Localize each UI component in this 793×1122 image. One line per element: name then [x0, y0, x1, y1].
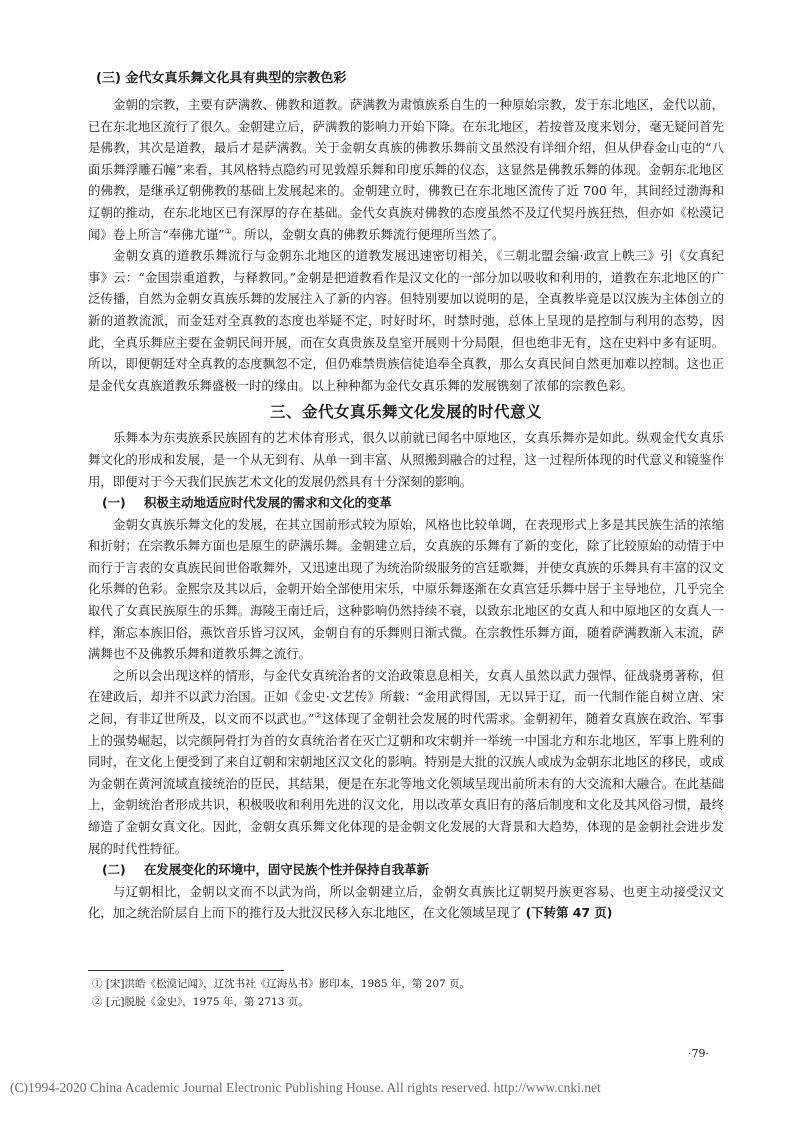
paragraph-text: 金朝的宗教，主要有萨满教、佛教和道教。萨满教为肃慎族系自生的一种原始宗教，发于东北地区，金代以前，已在东北地区流行了很久。金朝建立后，萨满教的影响力开始下降。在东北地区，若按普及度来划分，毫无疑问首先是佛教，其次是道教，最后才是萨满教。关于金朝女真族的佛教乐舞前文虽然没有详细介绍，但从伊春金山屯的“八面乐舞浮雕石幢”来看，其风格特点隐约可见敦煌乐舞和印度乐舞的仪态，这显然是佛教乐舞的体现。金朝东北地区的佛教，是继承辽朝佛教的基础上发展起来的。金朝建立时，佛教已在东北地区流传了近 700 年，其间经过渤海和辽朝的推动，在东北地区已有深厚的存在基础。金代女真族对佛教的态度虽然不及辽代契丹族狂热，但亦如《松漠记闻》卷上所言“奉佛尤谨”: [88, 97, 724, 242]
paragraph-text: 。所以，金朝女真的佛教乐舞流行便理所当然了。: [231, 226, 505, 242]
paragraph: 金朝女真的道教乐舞流行与金朝东北地区的道教发展迅速密切相关，《三朝北盟会编·政宣上帙三》引《女真纪事》云：“金国崇重道教，与释教同。”金朝是把道教看作是汉文化的一部分加以吸收和利用的，道教在东北地区的广泛传播，自然为金朝女真族乐舞的发展注入了新的内容。但特别要加以说明的是，全真教毕竟是以汉族为主体创立的新的道教流派，而金廷对全真教的态度也举疑不定，时好时坏，时禁时弛，总体上呈现的是控制与利用的态势，因此，全真乐舞应主要在金朝民间开展，而在女真贵族及皇室开展则十分局限，但也绝非无有，这在史料中多有证明。所以，即便朝廷对全真教的态度飘忽不定，但仍难禁贵族信徒追奉全真教，那么女真民间自然更加难以控制。这也正是金代女真族道教乐舞盛极一时的缘由。以上种种都为金代女真乐舞的发展镌刻了浓郁的宗教色彩。: [88, 248, 724, 393]
footnotes: [92, 975, 724, 1011]
footnote-mark[interactable]: ②: [314, 710, 322, 720]
paragraph: [88, 881, 724, 924]
subsection-number: (一): [102, 495, 126, 511]
article-body: [88, 68, 724, 924]
subsection-title: 积极主动地适应时代发展的需求和文化的变革: [144, 495, 392, 511]
footnote-mark[interactable]: ①: [224, 226, 232, 236]
paragraph-text: 之所以会出现这样的情形，与金代女真统治者的文治政策息息相关，女真人虽然以武力强悍、征战骁勇著称，但在建政后，却并不以武力治国。正如《金史·文艺传》所载：“金用武得国，无以异于辽，而一代制作能自树立唐、宋之间，有非辽世所及，以文而不以武也。”: [88, 667, 724, 727]
paragraph: 乐舞本为东夷族系民族固有的艺术体育形式，很久以前就已闻名中原地区，女真乐舞亦是如此。纵观金代女真乐舞文化的形成和发展，是一个从无到有、从单一到丰富、从照搬到融合的过程，这一过程所体现的时代意义和镜鉴作用，即便对于今天我们民族艺术文化的发展仍然具有十分深刻的影响。: [88, 430, 724, 489]
page-number: ·79·: [688, 1047, 709, 1060]
paragraph-text: 这体现了金朝社会发展的时代需求。金朝初年，随着女真族在政治、军事上的强势崛起，以完颜阿骨打为首的女真统治者在灭亡辽朝和攻宋朝并一举统一中国北方和东北地区，军事上胜利的同时，在文化上便受到了来自辽朝和宋朝地区汉文化的影响。特别是大批的汉族人或成为金朝东北地区的移民，或成为金朝在黄河流域直接统治的臣民，其结果，便是在东北等地文化领域呈现出前所未有的大交流和大融合。在此基础上，金朝统治者形成共识，积极吸收和利用先进的汉文化，用以改革女真旧有的落后制度和文化及其风俗习惯，最终缔造了金朝女真文化。因此，金朝女真乐舞文化体现的是金朝文化发展的大背景和大趋势，体现的是金朝社会进步发展的时代性特征。: [88, 711, 725, 856]
footnote-divider: [88, 970, 284, 971]
paragraph: [88, 665, 724, 859]
subsection-heading: [88, 492, 724, 514]
chapter-heading: 三、金代女真乐舞文化发展的时代意义: [269, 403, 542, 422]
subsection-number: (二): [102, 862, 126, 878]
subsection-title: 在发展变化的环境中，固守民族个性并保持自我革新: [144, 862, 429, 878]
footnote: ① [宋]洪皓《松漠记闻》，辽沈书社《辽海丛书》影印本，1985 年，第 207 页。: [92, 978, 471, 990]
paragraph: [88, 94, 724, 245]
copyright-watermark: (C)1994-2020 China Academic Journal Electronic Publishing House. All rights reserved. http://www.cnki.net: [10, 1080, 601, 1095]
subsection-heading: [88, 859, 724, 881]
paragraph: 金朝女真族乐舞文化的发展，在其立国前形式较为原始，风格也比较单调，在表现形式上多是其民族生活的浓缩和折射；在宗教乐舞方面也是原生的萨满乐舞。金朝建立后，女真族的乐舞有了新的变化，除了比较原始的动情于中而行于言表的女真族民间世俗歌舞外，又迅速出现了为统治阶级服务的宫廷歌舞，并使女真族的乐舞具有丰富的汉文化乐舞的色彩。金熙宗及其以后，金朝开始全部使用宋乐，中原乐舞逐渐在女真宫廷乐舞中居于主导地位，几乎完全取代了女真民族原生的乐舞。海陵王南迁后，这种影响仍然持续不衰，以致东北地区的女真人和中原地区的女真人一样，渐忘本族旧俗，燕饮音乐皆习汉风，金朝自有的乐舞则日渐式微。在宗教性乐舞方面，随着萨满教渐入末流，萨满舞也不及佛教乐舞和道教乐舞之流行。: [88, 516, 724, 662]
paragraph-text: 与辽朝相比，金朝以文而不以武为尚，所以金朝建立后，金朝女真族比辽朝契丹族更容易、也更主动接受汉文化，加之统治阶层自上而下的推行及大批汉民移入东北地区，在文化领域呈现了: [88, 883, 724, 921]
continued-note: (下转第 47 页): [525, 905, 613, 921]
footnote: ② [元]脱脱《金史》，1975 年，第 2713 页。: [92, 996, 309, 1008]
section-heading: (三) 金代女真乐舞文化具有典型的宗教色彩: [96, 71, 347, 86]
